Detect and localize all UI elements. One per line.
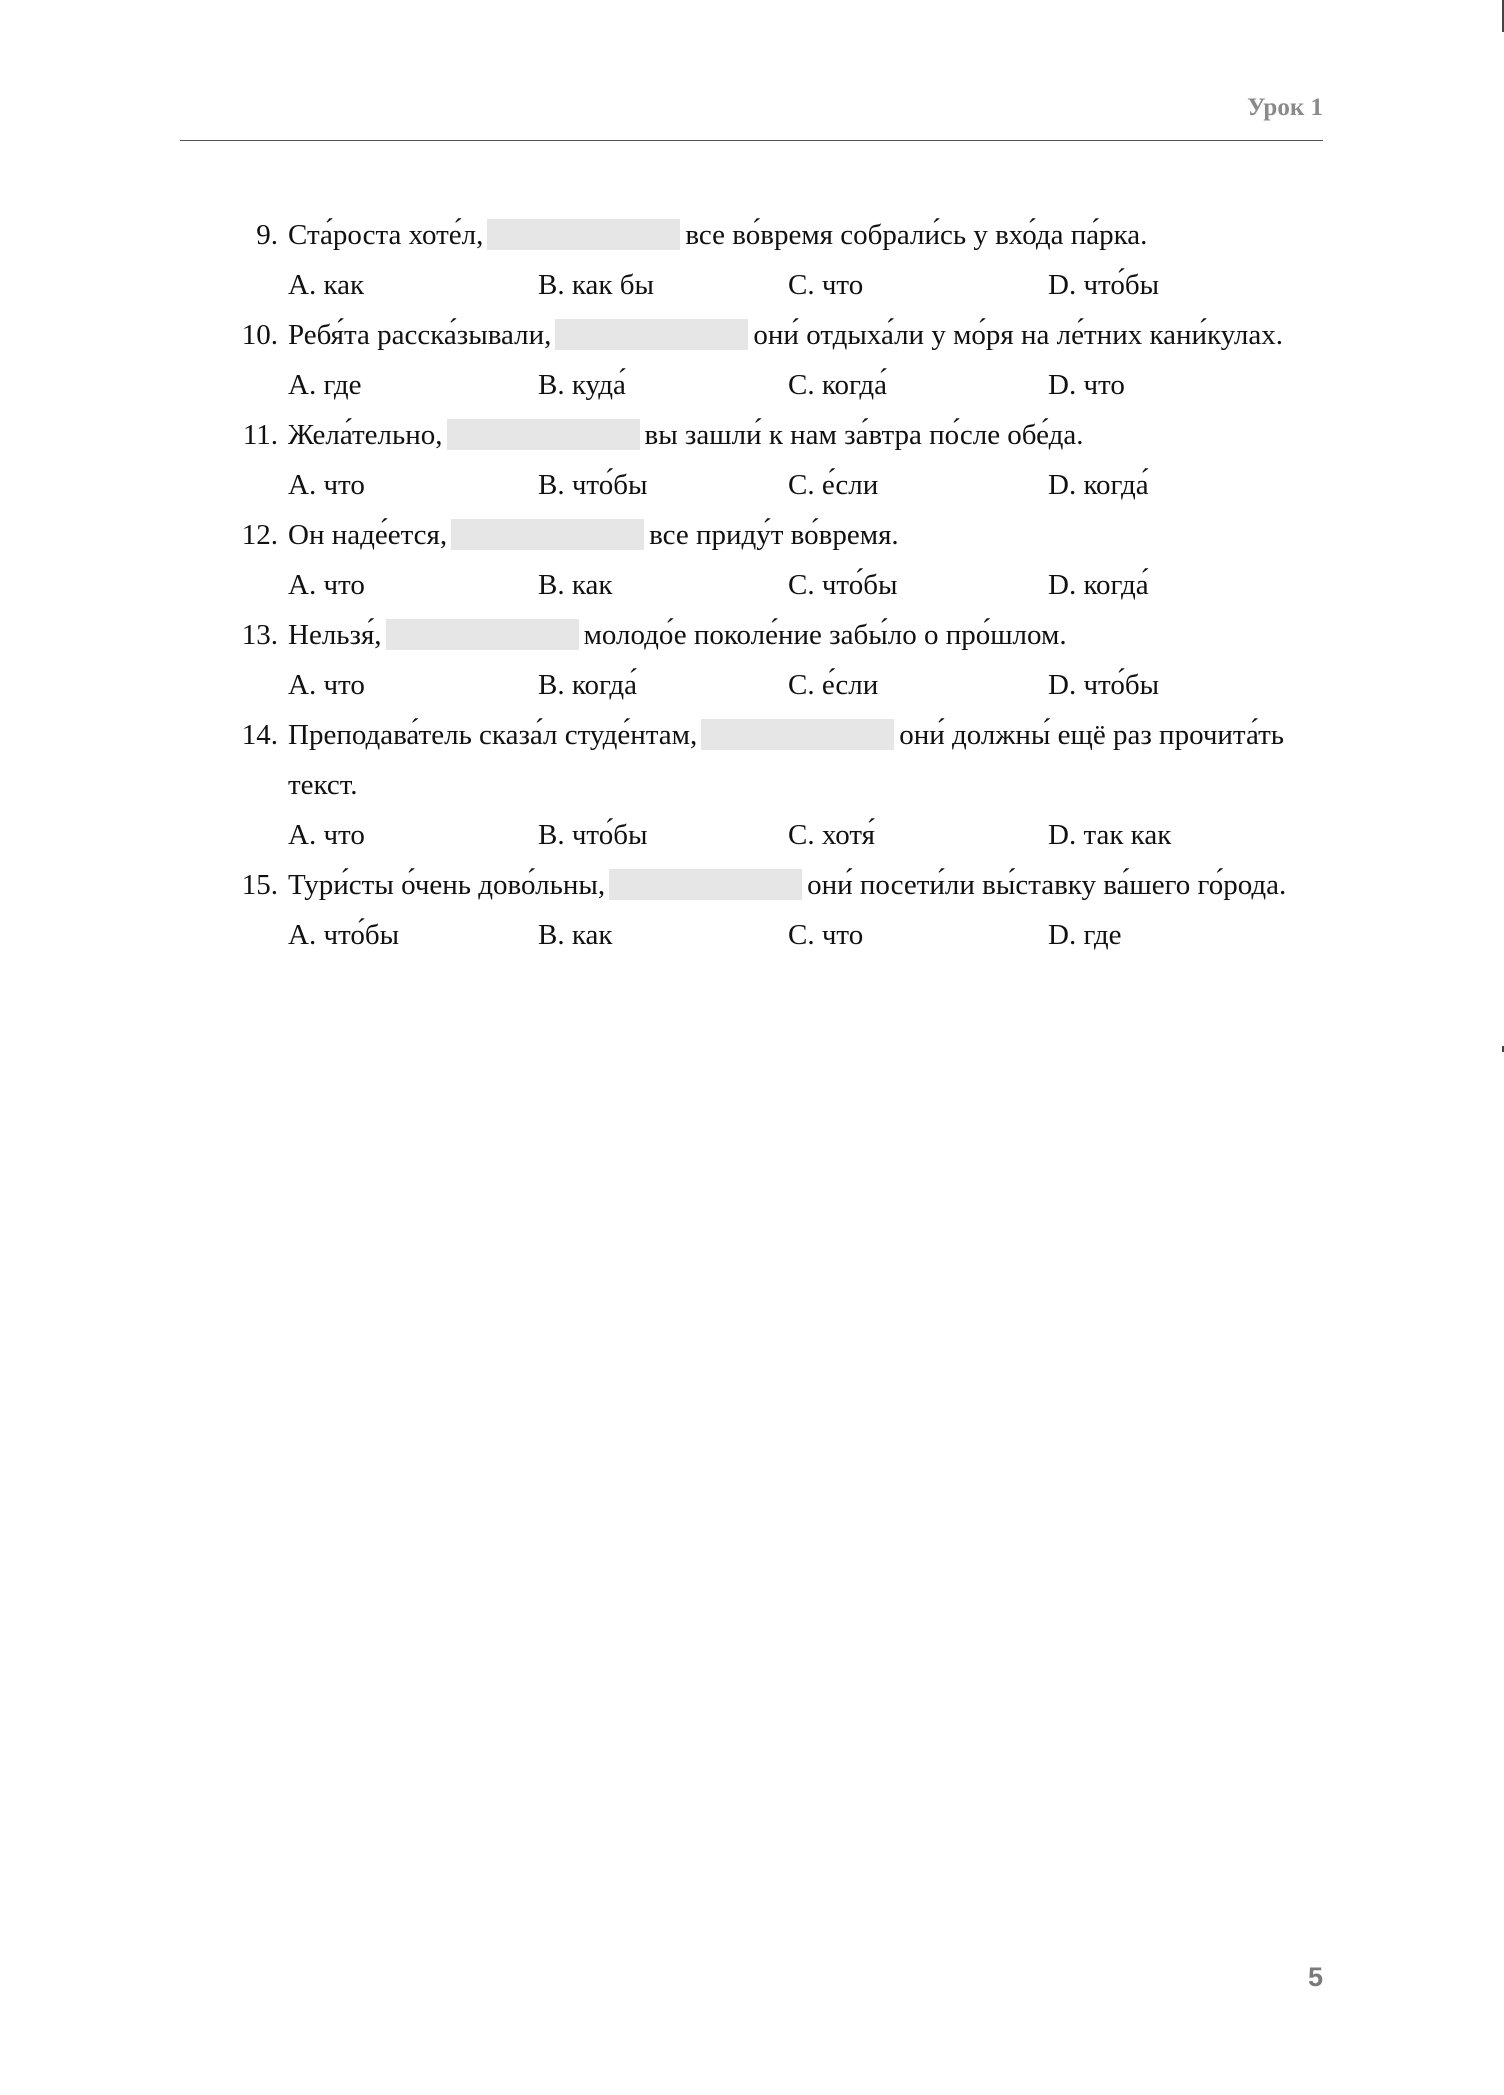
option-c[interactable]: C. когда́	[788, 369, 888, 401]
options-row	[180, 910, 1323, 960]
question-text-after: вы зашли́ к нам за́втра по́сле обе́да.	[644, 419, 1084, 451]
option-c[interactable]: C. что́бы	[788, 569, 898, 601]
question-text	[288, 610, 1067, 660]
question-number: 11.	[242, 419, 278, 451]
question-number: 9.	[256, 219, 278, 251]
question-text-after: они́ посети́ли вы́ставку ва́шего го́рода.	[807, 869, 1287, 901]
question-text-before: Жела́тельно,	[288, 419, 443, 451]
question-number: 14.	[241, 719, 278, 751]
option-b[interactable]: B. когда́	[538, 669, 638, 701]
option-a[interactable]: A. что	[288, 469, 365, 501]
question-text	[288, 860, 1286, 910]
options-row	[180, 260, 1323, 310]
question-row	[180, 210, 1323, 260]
option-a[interactable]: A. что	[288, 569, 365, 601]
option-b[interactable]: B. что́бы	[538, 469, 648, 501]
option-a[interactable]: A. что	[288, 819, 365, 851]
question-row	[180, 410, 1323, 460]
question-text-before: Ста́роста хоте́л,	[288, 219, 484, 251]
question-text	[288, 410, 1084, 460]
question-text-before: Преподава́тель сказа́л студе́нтам,	[288, 719, 698, 751]
option-c[interactable]: C. е́сли	[788, 669, 879, 701]
option-c[interactable]: C. е́сли	[788, 469, 879, 501]
option-d[interactable]: D. так как	[1048, 819, 1172, 851]
option-a[interactable]: A. что́бы	[288, 919, 400, 951]
options-row	[180, 660, 1323, 710]
answer-blank[interactable]	[487, 219, 680, 250]
question-text-after: молодо́е поколе́ние забы́ло о про́шлом.	[583, 619, 1067, 651]
question-text-before: Он наде́ется,	[288, 519, 448, 551]
exercise-list	[180, 210, 1323, 960]
question-text-continuation: текст.	[288, 769, 358, 801]
question-text-before: Нельзя́,	[288, 619, 382, 651]
options-row	[180, 560, 1323, 610]
question-number: 15.	[241, 869, 278, 901]
question-text-before: Ребя́та расска́зывали,	[288, 319, 552, 351]
question-number: 10.	[241, 319, 278, 351]
page-number: 5	[1307, 1962, 1323, 1992]
question-row	[180, 860, 1323, 910]
question-text-before: Тури́сты о́чень дово́льны,	[288, 869, 606, 901]
answer-blank[interactable]	[386, 619, 579, 650]
header-divider	[180, 140, 1323, 141]
options-row	[180, 810, 1323, 860]
answer-blank[interactable]	[609, 869, 802, 900]
question-text-after: они́ должны́ ещё раз прочита́ть	[899, 719, 1284, 751]
option-b[interactable]: B. как бы	[538, 269, 654, 301]
question-text	[288, 310, 1283, 360]
question-number: 13.	[241, 619, 278, 651]
option-b[interactable]: B. куда́	[538, 369, 626, 401]
question-text-after: все приду́т во́время.	[649, 519, 899, 551]
option-b[interactable]: B. как	[538, 569, 613, 601]
option-b[interactable]: B. что́бы	[538, 819, 648, 851]
question-row	[180, 610, 1323, 660]
answer-blank[interactable]	[447, 419, 640, 450]
question-text-after: все во́время собрали́сь у вхо́да па́рка.	[685, 219, 1148, 251]
question-row	[180, 510, 1323, 560]
question-text	[288, 510, 899, 560]
answer-blank[interactable]	[555, 319, 748, 350]
option-d[interactable]: D. что	[1048, 369, 1125, 401]
options-row	[180, 460, 1323, 510]
page-header-title: Урок 1	[1247, 94, 1323, 121]
option-c[interactable]: C. что	[788, 269, 864, 301]
question-text	[288, 210, 1147, 260]
option-d[interactable]: D. что́бы	[1048, 269, 1160, 301]
answer-blank[interactable]	[451, 519, 644, 550]
question-row	[180, 710, 1323, 760]
option-a[interactable]: A. что	[288, 669, 365, 701]
question-text	[288, 710, 1284, 760]
question-row	[180, 310, 1323, 360]
option-d[interactable]: D. когда́	[1048, 469, 1149, 501]
question-text-after: они́ отдыха́ли у мо́ря на ле́тних кани́кулах.	[753, 319, 1284, 351]
option-a[interactable]: A. где	[288, 369, 362, 401]
option-a[interactable]: A. как	[288, 269, 365, 301]
options-row	[180, 360, 1323, 410]
question-continuation-row	[180, 760, 1323, 810]
option-b[interactable]: B. как	[538, 919, 613, 951]
question-number: 12.	[241, 519, 278, 551]
option-c[interactable]: C. хотя́	[788, 819, 875, 851]
option-d[interactable]: D. где	[1048, 919, 1122, 951]
answer-blank[interactable]	[701, 719, 894, 750]
option-d[interactable]: D. когда́	[1048, 569, 1149, 601]
option-d[interactable]: D. что́бы	[1048, 669, 1160, 701]
option-c[interactable]: C. что	[788, 919, 864, 951]
